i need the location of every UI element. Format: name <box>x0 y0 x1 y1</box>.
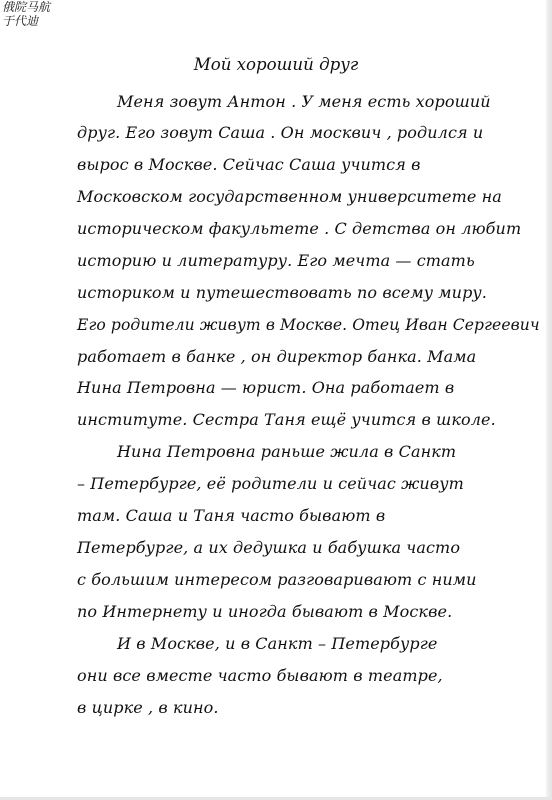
text-line: друг. Его зовут Саша . Он москвич , родился и <box>77 123 484 142</box>
text-line: Нина Петровна раньше жила в Санкт <box>117 442 457 461</box>
text-line: они все вместе часто бывают в театре, <box>77 666 443 685</box>
text-line: – Петербурге, её родители и сейчас живут <box>77 474 464 493</box>
author-note-line-2: 于代迪 <box>2 14 39 28</box>
page-edge-shadow <box>546 0 552 800</box>
text-line: Нина Петровна — юрист. Она работает в <box>77 378 455 397</box>
text-line: Петербурге, а их дедушка и бабушка часто <box>77 538 461 557</box>
text-line: с большим интересом разговаривают с ними <box>77 570 477 589</box>
text-line: работает в банке , он директор банка. Мама <box>77 347 477 366</box>
text-line: историю и литературу. Его мечта — стать <box>77 251 475 270</box>
text-line: И в Москве, и в Санкт – Петербурге <box>117 634 438 653</box>
text-line: Московском государственном университете на <box>77 187 502 206</box>
text-line: институте. Сестра Таня ещё учится в школе. <box>77 410 496 429</box>
text-line: там. Саша и Таня часто бывают в <box>77 506 386 525</box>
text-line: историческом факультете . С детства он любит <box>77 219 522 238</box>
text-line: Меня зовут Антон . У меня есть хороший <box>117 92 491 111</box>
text-line: историком и путешествовать по всему миру. <box>77 283 487 302</box>
text-line: по Интернету и иногда бывают в Москве. <box>77 602 453 621</box>
author-note-line-1: 俄院马航 <box>2 0 51 14</box>
text-line: вырос в Москве. Сейчас Саша учится в <box>77 155 421 174</box>
text-line: в цирке , в кино. <box>77 698 219 717</box>
essay-title: Мой хороший друг <box>193 55 359 74</box>
text-line: Его родители живут в Москве. Отец Иван Сергеевич <box>77 316 540 334</box>
